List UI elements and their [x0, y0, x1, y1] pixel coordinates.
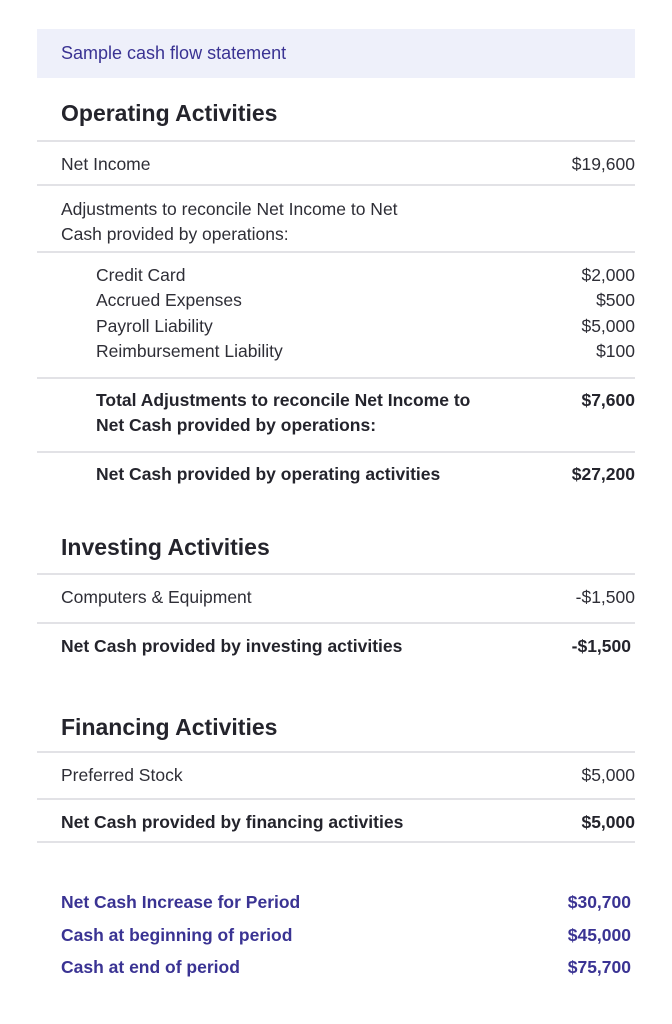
- operating-title: Operating Activities: [61, 100, 278, 126]
- total-adjustments-label: Total Adjustments to reconcile Net Income to Net Cash provided by operations:: [96, 390, 471, 435]
- net-income-value: $19,600: [571, 154, 635, 174]
- cash-end-value: $75,700: [567, 957, 631, 977]
- divider: [37, 140, 635, 142]
- financing-title: Financing Activities: [61, 714, 278, 740]
- cash-beginning-value: $45,000: [567, 925, 631, 945]
- adjustment-item-value: $2,000: [581, 265, 635, 285]
- total-adjustments-value: $7,600: [581, 390, 635, 410]
- operating-net-cash-label: Net Cash provided by operating activities: [96, 464, 441, 484]
- adjustment-item-value: $100: [596, 341, 635, 361]
- divider: [37, 377, 635, 379]
- net-cash-increase-value: $30,700: [567, 892, 631, 912]
- financing-item-label: Preferred Stock: [61, 765, 183, 785]
- adjustment-item-label: Accrued Expenses: [96, 290, 242, 310]
- adjustment-item-value: $500: [596, 290, 635, 310]
- financing-net-cash-label: Net Cash provided by financing activities: [61, 812, 404, 832]
- investing-item-label: Computers & Equipment: [61, 587, 252, 607]
- divider: [37, 573, 635, 575]
- divider: [37, 798, 635, 800]
- cash-beginning-label: Cash at beginning of period: [61, 925, 293, 945]
- cash-end-label: Cash at end of period: [61, 957, 240, 977]
- financing-item-value: $5,000: [581, 765, 635, 785]
- financing-net-cash-value: $5,000: [581, 812, 635, 832]
- investing-item-value: -$1,500: [575, 587, 635, 607]
- statement-header: [37, 29, 635, 78]
- divider: [37, 622, 635, 624]
- net-cash-increase-label: Net Cash Increase for Period: [61, 892, 301, 912]
- divider: [37, 841, 635, 843]
- adjustment-item-value: $5,000: [581, 316, 635, 336]
- investing-net-cash-label: Net Cash provided by investing activities: [61, 636, 403, 656]
- divider: [37, 751, 635, 753]
- divider: [37, 251, 635, 253]
- adjustment-item-label: Credit Card: [96, 265, 186, 285]
- investing-title: Investing Activities: [61, 534, 270, 560]
- investing-net-cash-value: -$1,500: [571, 636, 631, 656]
- divider: [37, 451, 635, 453]
- adjustments-label: Adjustments to reconcile Net Income to Net Cash provided by operations:: [61, 199, 398, 244]
- adjustment-item-label: Reimbursement Liability: [96, 341, 283, 361]
- adjustment-item-label: Payroll Liability: [96, 316, 213, 336]
- statement-title: Sample cash flow statement: [61, 43, 287, 63]
- divider: [37, 184, 635, 186]
- operating-net-cash-value: $27,200: [571, 464, 635, 484]
- net-income-label: Net Income: [61, 154, 151, 174]
